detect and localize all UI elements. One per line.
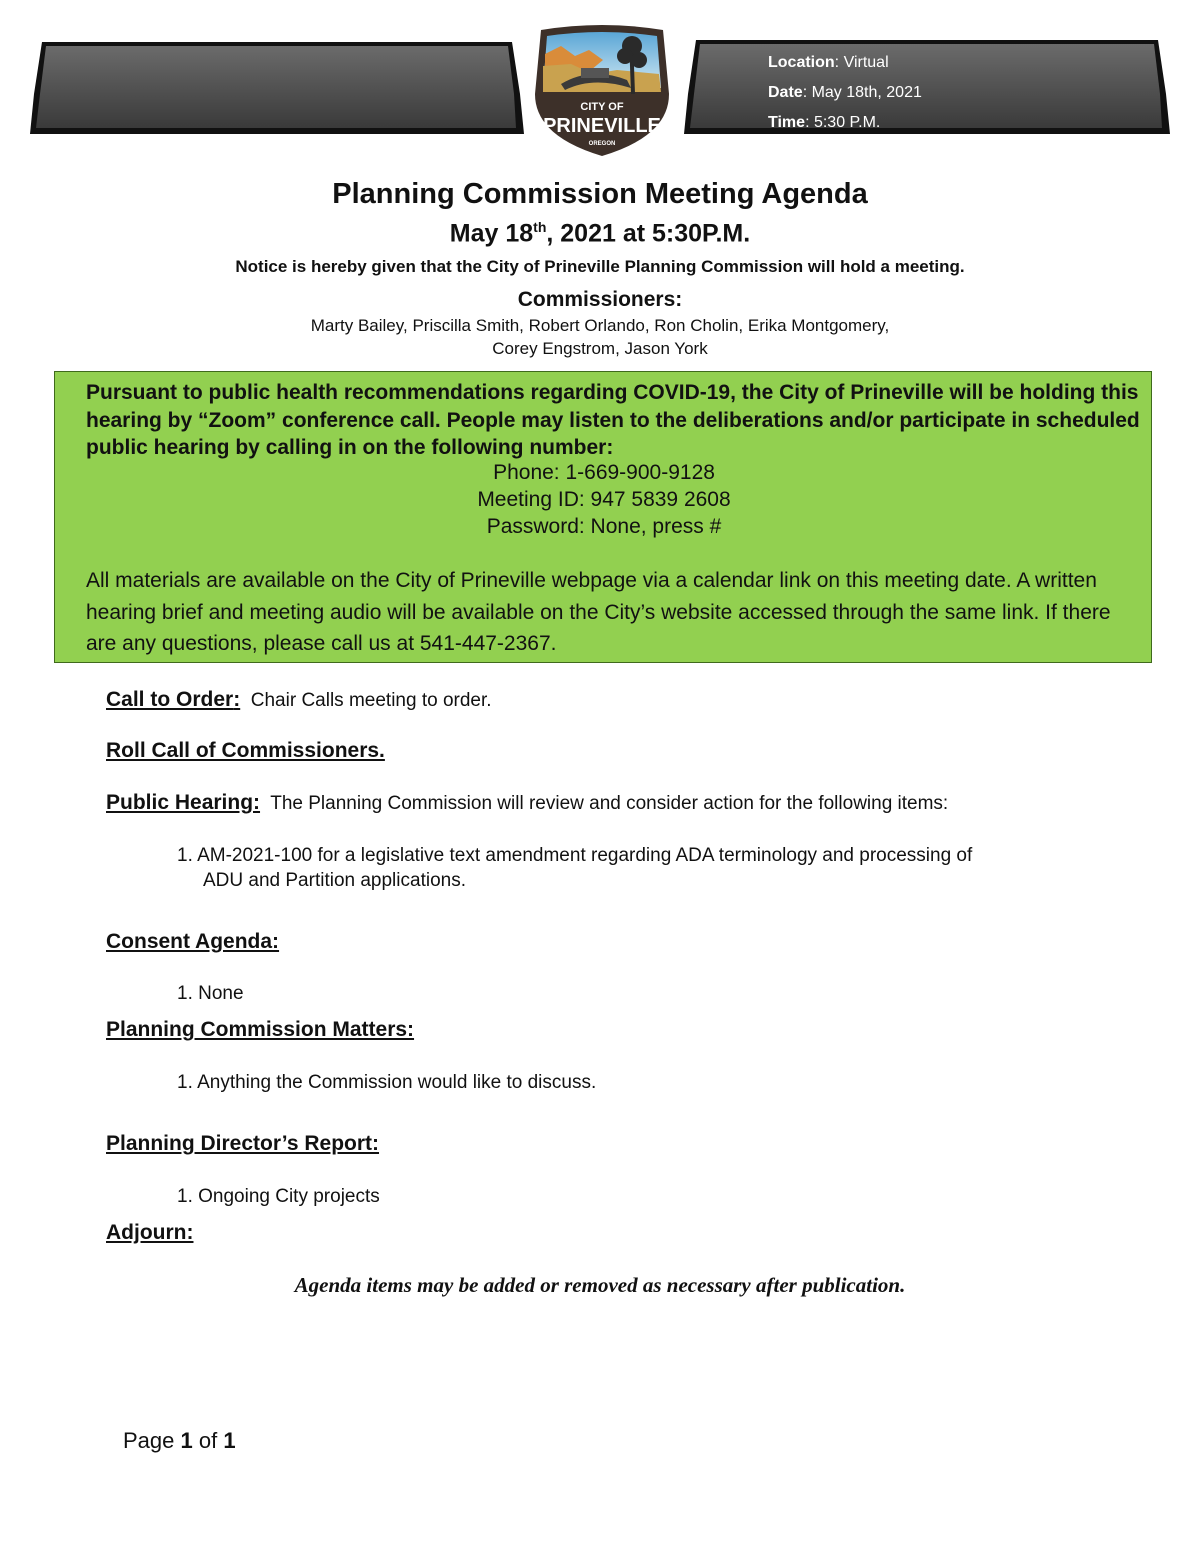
roll-call-heading: Roll Call of Commissioners. <box>106 739 385 762</box>
header-left-banner <box>28 38 526 134</box>
commissioners-list-line1: Marty Bailey, Priscilla Smith, Robert Orlando, Ron Cholin, Erika Montgomery, <box>310 316 890 335</box>
city-of-prineville-logo <box>531 24 673 158</box>
director-report-heading: Planning Director’s Report: <box>106 1132 380 1155</box>
consent-agenda-item: 1. None <box>177 983 244 1004</box>
covid-notice-box <box>54 371 1152 663</box>
zoom-phone: Phone: 1-669-900-9128 <box>493 461 715 484</box>
meeting-notice: Notice is hereby given that the City of Prineville Planning Commission will hold a meeting. <box>235 257 965 276</box>
director-report-section <box>106 1132 379 1156</box>
commissioners-list-line2: Corey Engstrom, Jason York <box>492 339 708 358</box>
adjourn-section <box>106 1221 193 1245</box>
consent-agenda-heading: Consent Agenda: <box>106 930 280 953</box>
call-to-order-section: Call to Order: Chair Calls meeting to order. <box>106 688 492 711</box>
public-hearing-section <box>106 791 948 815</box>
logo-prineville: PRINEVILLE <box>543 115 661 137</box>
commission-matters-heading: Planning Commission Matters: <box>106 1018 415 1041</box>
covid-notice-text: Pursuant to public health recommendations regarding COVID-19, the City of Prineville will be holding this hearing by “Zoom” conference call. People may listen to the deliberations and/or participate in scheduled public hearing by calling in on the following number: <box>86 381 1140 459</box>
page-title: Planning Commission Meeting Agenda <box>332 178 868 210</box>
time-line: Time: 5:30 P.M. <box>768 114 881 131</box>
meeting-date-subtitle: May 18th, 2021 at 5:30P.M. <box>449 219 751 248</box>
page-number: Page 1 of 1 <box>123 1428 236 1453</box>
commission-matters-item: 1. Anything the Commission would like to discuss. <box>177 1072 597 1093</box>
date-line: Date: May 18th, 2021 <box>768 84 922 101</box>
zoom-password: Password: None, press # <box>486 515 722 538</box>
footer-note: Agenda items may be added or removed as necessary after publication. <box>294 1273 906 1297</box>
call-to-order-text: Chair Calls meeting to order. <box>240 690 492 711</box>
logo-city-of: CITY OF <box>580 101 624 113</box>
public-hearing-heading: Public Hearing: <box>106 791 261 814</box>
consent-agenda-section <box>106 930 279 954</box>
materials-notice: All materials are available on the City of Prineville webpage via a calendar link on this meeting date. A written hearing brief and meeting audio will be available on the City’s website accessed through the same link. If there are any questions, please call us at 541-447-2367. <box>86 569 1111 655</box>
public-hearing-text: The Planning Commission will review and consider action for the following items: <box>260 793 949 814</box>
public-hearing-item: 1. AM-2021-100 for a legislative text amendment regarding ADA terminology and processing of ADU and Partition applications. <box>177 845 973 891</box>
zoom-meeting-id: Meeting ID: 947 5839 2608 <box>477 488 731 511</box>
roll-call-section <box>106 739 385 763</box>
header-right-banner <box>682 38 1172 134</box>
location-line: Location: Virtual <box>768 54 889 71</box>
logo-oregon: OREGON <box>588 141 616 147</box>
commissioners-heading: Commissioners: <box>517 288 683 311</box>
adjourn-heading: Adjourn: <box>106 1221 194 1244</box>
meeting-info <box>768 48 922 138</box>
commission-matters-section <box>106 1018 414 1042</box>
director-report-item: 1. Ongoing City projects <box>177 1186 380 1207</box>
call-to-order-heading: Call to Order <box>106 688 234 711</box>
